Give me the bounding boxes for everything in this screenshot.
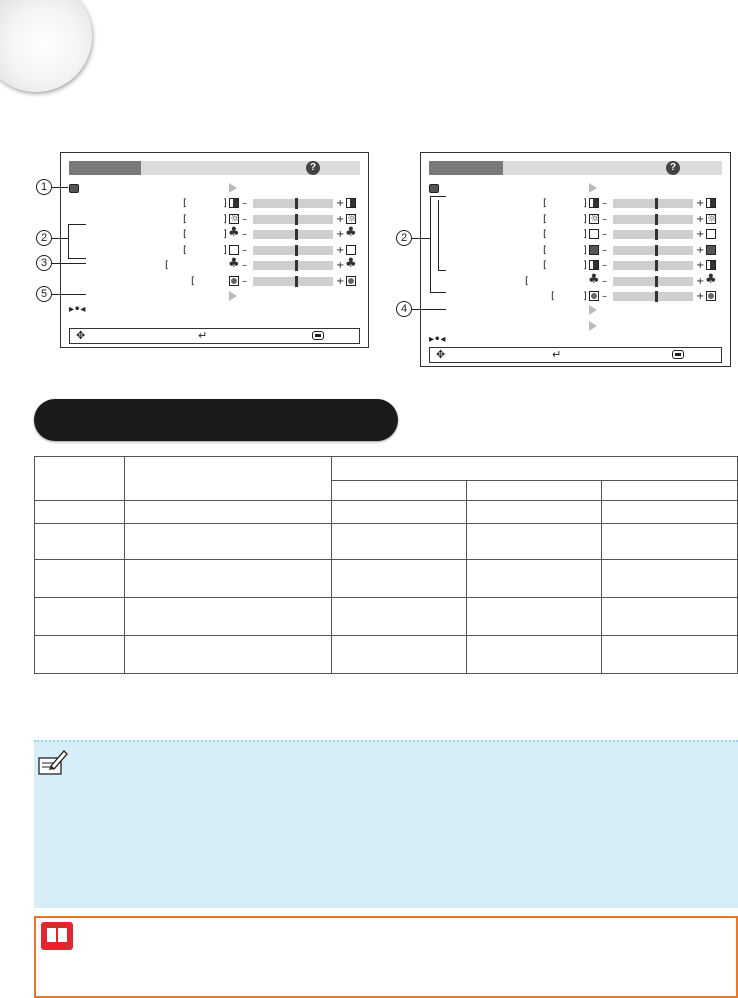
sharpness-icon bbox=[229, 260, 239, 270]
table-row bbox=[35, 560, 738, 598]
plus-label: + bbox=[336, 229, 345, 240]
sharpness-icon bbox=[346, 260, 356, 270]
adjust-slider[interactable] bbox=[613, 261, 693, 270]
adjust-slider[interactable] bbox=[613, 292, 693, 301]
adjust-slider[interactable] bbox=[613, 246, 693, 255]
sharpness-icon bbox=[706, 260, 716, 270]
contrast-icon bbox=[346, 198, 356, 208]
brightness-icon bbox=[706, 214, 716, 224]
table-row bbox=[35, 598, 738, 636]
tint-icon bbox=[229, 245, 239, 255]
osd-active-tab bbox=[69, 161, 141, 175]
osd-footer bbox=[429, 347, 722, 363]
osd-footer bbox=[69, 328, 360, 344]
osd-bracket-open: [ bbox=[551, 291, 555, 302]
color-icon bbox=[706, 276, 716, 286]
red-icon bbox=[706, 229, 716, 239]
slider-handle[interactable] bbox=[655, 198, 658, 209]
osd-bracket-open: [ bbox=[525, 275, 529, 287]
brightness-icon bbox=[589, 214, 599, 224]
navigate-icon: ✥ bbox=[76, 329, 86, 342]
submenu-arrow-icon bbox=[589, 183, 597, 193]
osd-adjust-row[interactable] bbox=[421, 291, 730, 302]
callout-3: 3 bbox=[36, 255, 52, 271]
plus-label: + bbox=[696, 260, 705, 271]
table-subheader-cell bbox=[332, 481, 467, 501]
table-subheader-cell bbox=[467, 481, 602, 501]
callout-2-line bbox=[412, 238, 430, 239]
callout-2-bracket-inner bbox=[438, 200, 439, 270]
osd-bracket-open: [ bbox=[183, 213, 187, 225]
plus-label: + bbox=[696, 291, 705, 302]
book-icon bbox=[41, 922, 73, 950]
callout-2: 2 bbox=[36, 230, 52, 246]
osd-adjust-row[interactable] bbox=[61, 198, 368, 209]
color-icon bbox=[229, 229, 239, 239]
minus-label: – bbox=[602, 275, 607, 287]
osd-bracket-open: [ bbox=[543, 244, 547, 256]
callout-2-tick bbox=[430, 196, 446, 197]
adjustment-table bbox=[34, 456, 738, 674]
osd-bracket-close: ] bbox=[583, 213, 587, 225]
osd-screen-left bbox=[60, 152, 369, 348]
plus-label: + bbox=[336, 244, 345, 256]
note-box bbox=[34, 740, 738, 908]
slider-handle[interactable] bbox=[655, 291, 658, 302]
color-icon bbox=[589, 276, 599, 286]
osd-bracket-close: ] bbox=[583, 244, 587, 256]
callout-2-tick bbox=[68, 258, 86, 259]
osd-bracket-open: [ bbox=[543, 229, 547, 240]
reset-icon: ▸•◂ bbox=[69, 304, 86, 315]
minus-label: – bbox=[242, 275, 247, 287]
slider-handle[interactable] bbox=[655, 214, 658, 225]
submenu-arrow-icon bbox=[229, 183, 237, 193]
adjust-slider[interactable] bbox=[253, 261, 333, 270]
slider-handle[interactable] bbox=[295, 214, 298, 225]
plus-label: + bbox=[696, 213, 705, 225]
plus-label: + bbox=[336, 213, 345, 225]
osd-bracket-close: ] bbox=[223, 244, 227, 256]
blue-icon bbox=[589, 245, 599, 255]
brightness-icon bbox=[229, 214, 239, 224]
osd-bracket-close: ] bbox=[583, 229, 587, 240]
minus-label: – bbox=[602, 229, 607, 240]
enter-icon: ↵ bbox=[552, 348, 562, 361]
contrast-icon bbox=[706, 198, 716, 208]
callout-3-line bbox=[52, 263, 86, 264]
osd-adjust-row[interactable] bbox=[421, 229, 730, 240]
menu-icon bbox=[672, 350, 684, 359]
callout-2-tick bbox=[430, 292, 446, 293]
osd-titlebar bbox=[69, 161, 360, 175]
adjust-slider[interactable] bbox=[613, 230, 693, 239]
help-icon: ? bbox=[666, 161, 680, 175]
osd-bracket-open: [ bbox=[183, 198, 187, 209]
callout-2-line bbox=[52, 238, 68, 239]
slider-handle[interactable] bbox=[295, 198, 298, 209]
color-icon bbox=[346, 229, 356, 239]
color-temp-icon bbox=[706, 291, 716, 301]
callout-2: 2 bbox=[396, 230, 412, 246]
table-row bbox=[35, 501, 738, 524]
plus-label: + bbox=[696, 198, 705, 209]
adjust-slider[interactable] bbox=[613, 277, 693, 286]
note-pencil-icon bbox=[37, 748, 69, 776]
adjust-slider[interactable] bbox=[253, 230, 333, 239]
table-row bbox=[35, 636, 738, 674]
osd-adjust-row[interactable] bbox=[421, 276, 730, 287]
plus-label: + bbox=[336, 198, 345, 209]
minus-label: – bbox=[242, 198, 247, 209]
minus-label: – bbox=[602, 198, 607, 209]
reset-icon: ▸•◂ bbox=[429, 334, 446, 345]
slider-handle[interactable] bbox=[655, 276, 658, 287]
osd-bracket-open: [ bbox=[543, 198, 547, 209]
navigate-icon: ✥ bbox=[436, 348, 446, 361]
slider-handle[interactable] bbox=[295, 245, 298, 256]
callout-2-tick bbox=[438, 270, 446, 271]
osd-adjust-row[interactable] bbox=[61, 260, 368, 271]
adjust-slider[interactable] bbox=[613, 215, 693, 224]
red-icon bbox=[589, 229, 599, 239]
osd-adjust-row[interactable] bbox=[61, 276, 368, 287]
osd-adjust-row[interactable] bbox=[421, 245, 730, 256]
slider-handle[interactable] bbox=[295, 229, 298, 240]
osd-bracket-close: ] bbox=[223, 229, 227, 240]
osd-bracket-open: [ bbox=[543, 213, 547, 225]
sharpness-icon bbox=[589, 260, 599, 270]
adjust-slider[interactable] bbox=[613, 199, 693, 208]
osd-bracket-close: ] bbox=[223, 213, 227, 225]
callout-2-tick bbox=[68, 224, 86, 225]
color-temp-icon bbox=[229, 276, 239, 286]
enter-icon: ↵ bbox=[198, 329, 208, 342]
slider-handle[interactable] bbox=[655, 229, 658, 240]
blue-icon bbox=[706, 245, 716, 255]
osd-bracket-close: ] bbox=[583, 260, 587, 271]
minus-label: – bbox=[242, 213, 247, 225]
minus-label: – bbox=[602, 213, 607, 225]
plus-label: + bbox=[336, 260, 345, 271]
table-row bbox=[35, 524, 738, 560]
minus-label: – bbox=[602, 260, 607, 271]
submenu-arrow-icon bbox=[229, 291, 237, 301]
minus-label: – bbox=[602, 244, 607, 256]
table-subheader-cell bbox=[602, 481, 738, 501]
submenu-arrow-icon bbox=[589, 321, 597, 331]
plus-label: + bbox=[696, 275, 705, 287]
osd-adjust-row[interactable] bbox=[421, 198, 730, 209]
section-heading bbox=[34, 399, 398, 441]
slider-handle[interactable] bbox=[655, 245, 658, 256]
osd-bracket-open: [ bbox=[191, 275, 195, 287]
color-temp-icon bbox=[589, 291, 599, 301]
osd-active-tab bbox=[429, 161, 503, 175]
osd-bracket-open: [ bbox=[165, 260, 169, 271]
slider-handle[interactable] bbox=[295, 276, 298, 287]
callout-1-line bbox=[52, 187, 68, 188]
contrast-icon bbox=[589, 198, 599, 208]
osd-bracket-open: [ bbox=[543, 260, 547, 271]
help-icon: ? bbox=[306, 161, 320, 175]
minus-label: – bbox=[242, 244, 247, 256]
osd-adjust-row[interactable] bbox=[61, 214, 368, 225]
osd-screen-right bbox=[420, 152, 731, 367]
callout-5-line bbox=[52, 294, 86, 295]
adjust-slider[interactable] bbox=[253, 215, 333, 224]
minus-label: – bbox=[602, 291, 607, 302]
adjust-slider[interactable] bbox=[253, 277, 333, 286]
slider-handle[interactable] bbox=[295, 260, 298, 271]
contrast-icon bbox=[229, 198, 239, 208]
callout-2-bracket bbox=[68, 224, 69, 258]
osd-bracket-close: ] bbox=[583, 291, 587, 302]
corner-decoration bbox=[0, 0, 92, 92]
osd-adjust-row[interactable] bbox=[61, 245, 368, 256]
callout-4-line bbox=[412, 309, 446, 310]
osd-titlebar bbox=[429, 161, 722, 175]
plus-label: + bbox=[696, 229, 705, 240]
callout-5: 5 bbox=[36, 286, 52, 302]
slider-handle[interactable] bbox=[655, 260, 658, 271]
osd-adjust-row[interactable] bbox=[61, 229, 368, 240]
tint-icon bbox=[346, 245, 356, 255]
osd-bracket-open: [ bbox=[183, 229, 187, 240]
table-header-cell bbox=[35, 457, 125, 501]
color-temp-icon bbox=[346, 276, 356, 286]
menu-icon bbox=[312, 331, 324, 340]
picture-mode-icon bbox=[429, 184, 439, 193]
minus-label: – bbox=[242, 229, 247, 240]
table-header-cell bbox=[332, 457, 738, 481]
adjust-slider[interactable] bbox=[253, 199, 333, 208]
table-header-cell bbox=[125, 457, 332, 501]
plus-label: + bbox=[336, 275, 345, 287]
callout-2-bracket-outer bbox=[430, 196, 431, 292]
minus-label: – bbox=[242, 260, 247, 271]
callout-1: 1 bbox=[36, 179, 52, 195]
brightness-icon bbox=[346, 214, 356, 224]
osd-bracket-close: ] bbox=[583, 198, 587, 209]
callout-4: 4 bbox=[396, 301, 412, 317]
osd-bracket-close: ] bbox=[223, 198, 227, 209]
plus-label: + bbox=[696, 244, 705, 256]
submenu-arrow-icon bbox=[589, 305, 597, 315]
osd-bracket-open: [ bbox=[183, 244, 187, 256]
osd-adjust-row[interactable] bbox=[421, 214, 730, 225]
osd-adjust-row[interactable] bbox=[421, 260, 730, 271]
adjust-slider[interactable] bbox=[253, 246, 333, 255]
info-box bbox=[34, 916, 738, 998]
picture-mode-icon bbox=[69, 184, 79, 193]
